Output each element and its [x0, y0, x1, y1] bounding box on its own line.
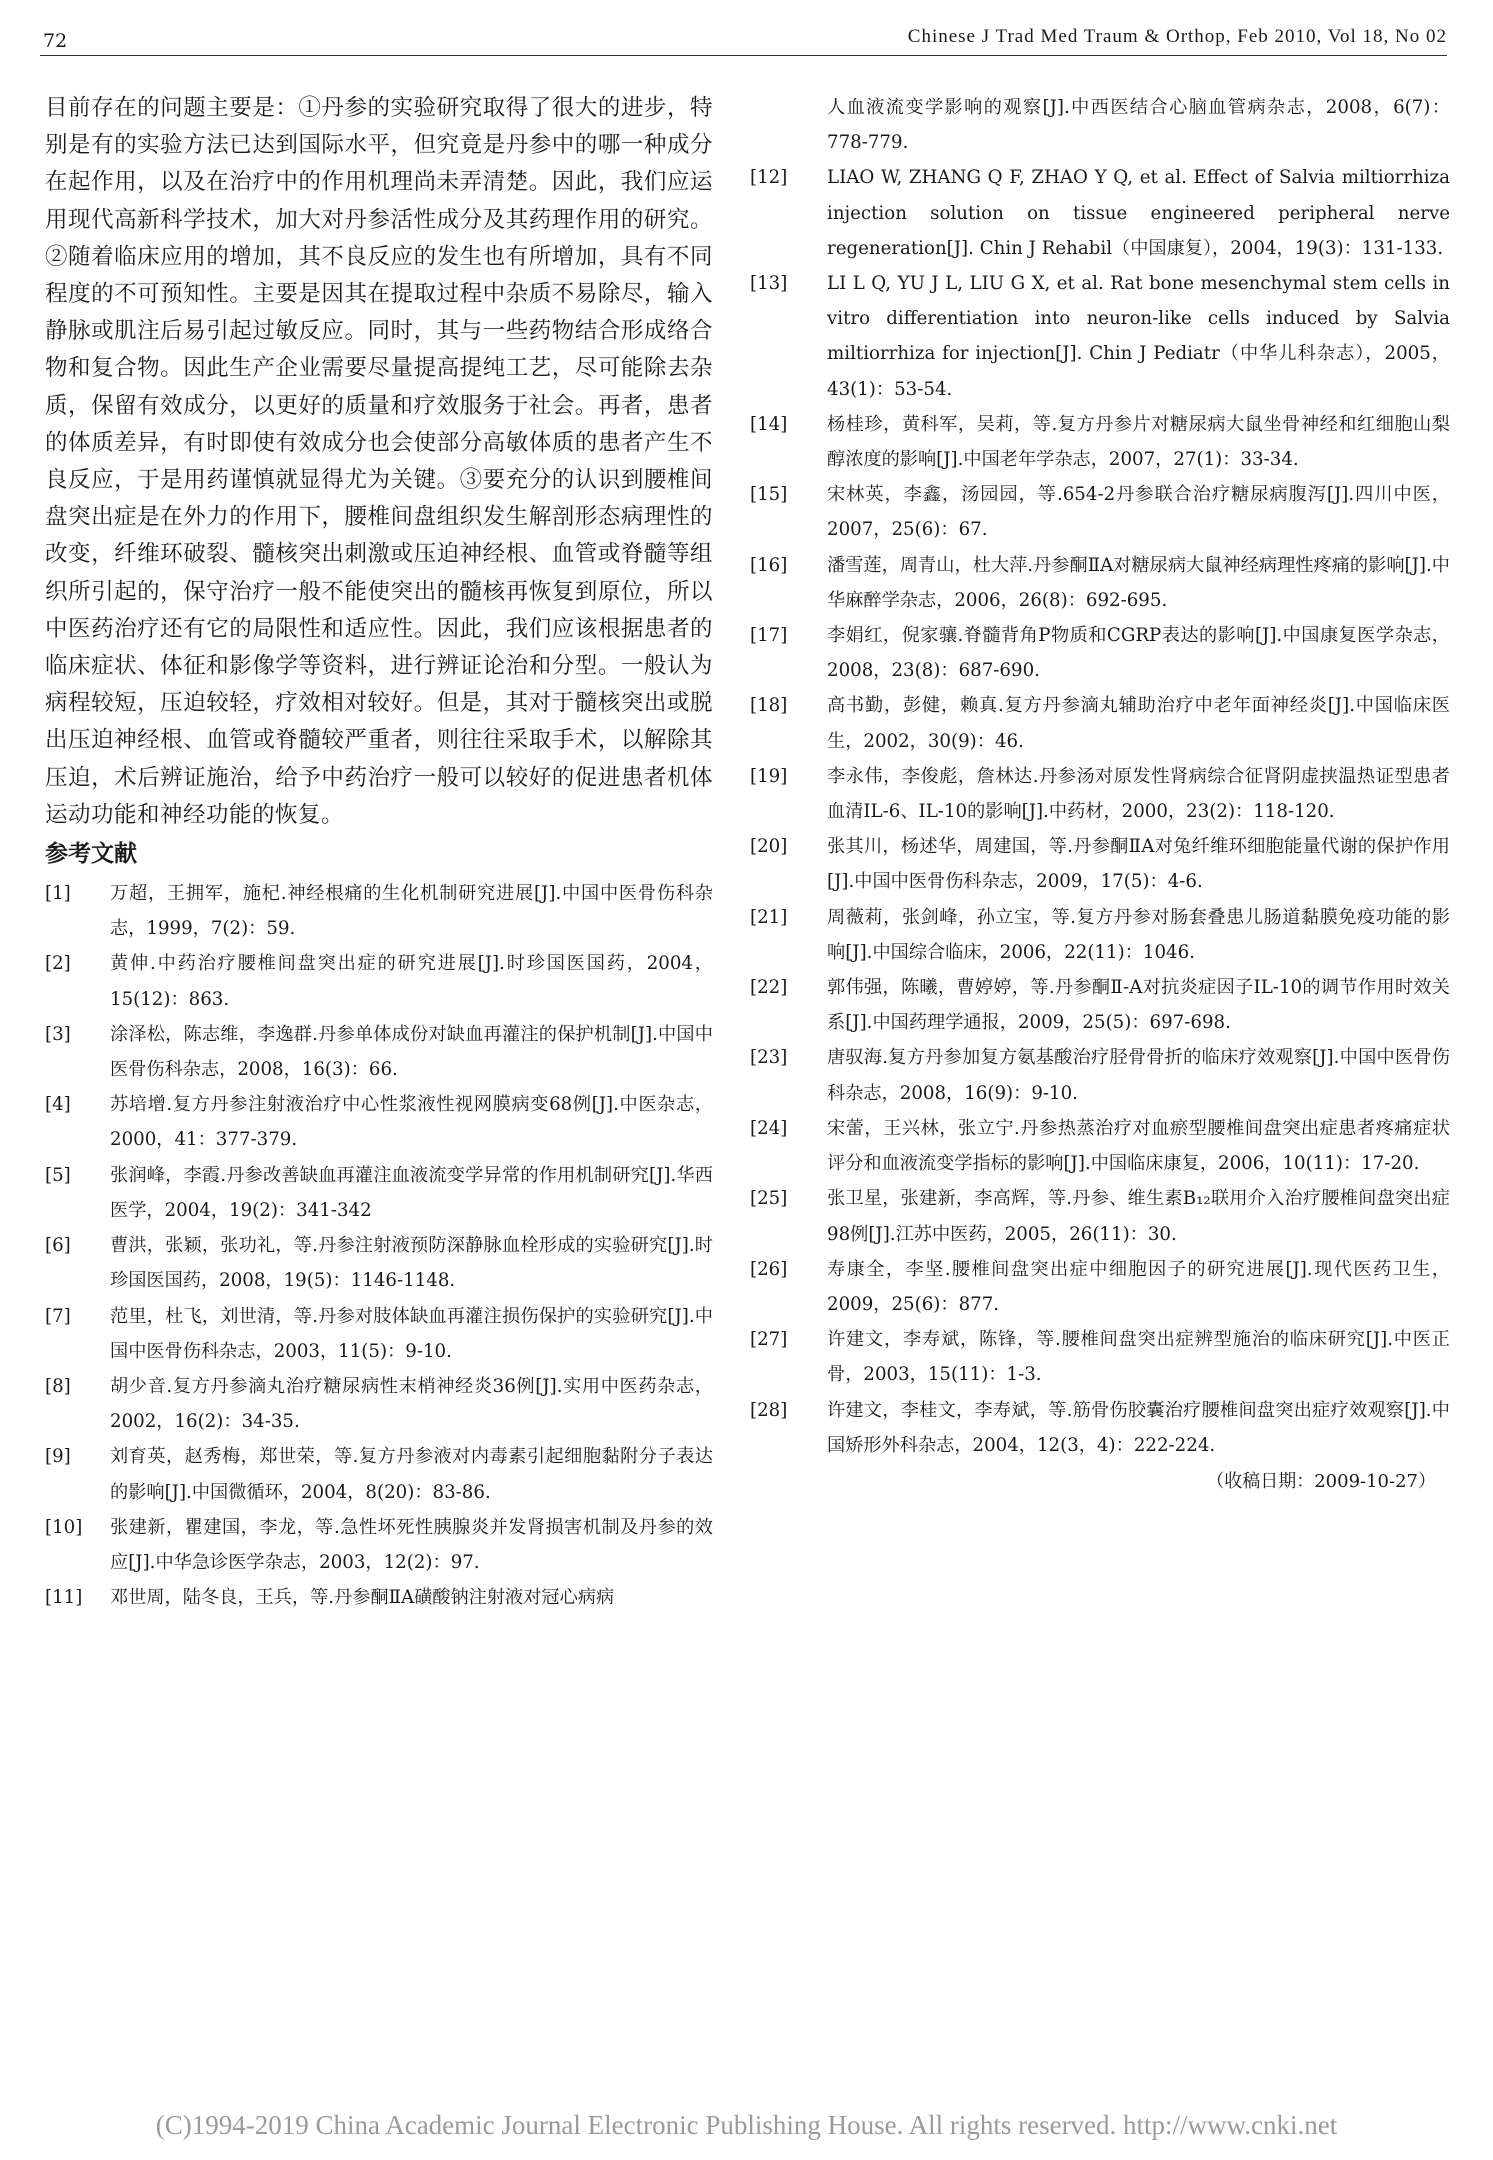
reference-number: [23]: [750, 1047, 788, 1069]
reference-item: [750, 90, 1450, 160]
reference-number: [7]: [45, 1305, 71, 1327]
reference-number: [17]: [750, 625, 788, 647]
reference-number: [20]: [750, 836, 788, 858]
reference-number: [6]: [45, 1235, 71, 1257]
reference-item: [750, 266, 1450, 407]
reference-text: 高书勤，彭健，赖真.复方丹参滴丸辅助治疗中老年面神经炎[J].中国临床医生，2002，30(9)：46.: [827, 695, 1450, 752]
reference-item: [750, 1393, 1450, 1463]
reference-item: [45, 1299, 713, 1369]
reference-number: [1]: [45, 883, 71, 905]
reference-number: [18]: [750, 695, 788, 717]
reference-text: 刘育英，赵秀梅，郑世荣，等.复方丹参液对内毒素引起细胞黏附分子表达的影响[J].中国微循环，2004，8(20)：83-86.: [110, 1446, 713, 1503]
reference-number: [22]: [750, 977, 788, 999]
reference-item: [45, 1369, 713, 1439]
reference-item: [750, 759, 1450, 829]
reference-text: 唐驭海.复方丹参加复方氨基酸治疗胫骨骨折的临床疗效观察[J].中国中医骨伤科杂志，2008，16(9)：9-10.: [827, 1047, 1450, 1104]
right-column: [750, 90, 1450, 1493]
reference-item: [750, 407, 1450, 477]
reference-number: [12]: [750, 167, 788, 189]
reference-item: [45, 876, 713, 946]
reference-text: 万超，王拥军，施杞.神经根痛的生化机制研究进展[J].中国中医骨伤科杂志，1999，7(2)：59.: [110, 883, 713, 940]
reference-number: [16]: [750, 554, 788, 576]
left-column: [45, 90, 713, 1615]
reference-text: LIAO W, ZHANG Q F, ZHAO Y Q, et al. Effect of Salvia miltiorrhiza injection solution on tissue engineered peripheral nerve regeneration[J]. Chin J Rehabil（中国康复），2004，19(3)：131-133.: [827, 167, 1450, 259]
reference-number: [21]: [750, 906, 788, 928]
reference-text: 许建文，李寿斌，陈锋，等.腰椎间盘突出症辨型施治的临床研究[J].中医正骨，2003，15(11)：1-3.: [827, 1329, 1450, 1386]
references-list-left: [45, 876, 713, 1615]
reference-number: [8]: [45, 1375, 71, 1397]
reference-item: [45, 1510, 713, 1580]
reference-item: [45, 1087, 713, 1157]
reference-item: [750, 688, 1450, 758]
reference-text: 人血液流变学影响的观察[J].中西医结合心脑血管病杂志，2008，6(7)：778-779.: [827, 97, 1450, 154]
header-rule: [40, 55, 1447, 56]
reference-item: [750, 1111, 1450, 1181]
reference-text: 寿康全，李坚.腰椎间盘突出症中细胞因子的研究进展[J].现代医药卫生，2009，25(6)：877.: [827, 1258, 1450, 1315]
reference-text: 张其川，杨述华，周建国，等.丹参酮ⅡA对兔纤维环细胞能量代谢的保护作用[J].中国中医骨伤科杂志，2009，17(5)：4-6.: [827, 836, 1450, 893]
reference-number: [5]: [45, 1164, 71, 1186]
reference-text: 杨桂珍，黄科军，吴莉，等.复方丹参片对糖尿病大鼠坐骨神经和红细胞山梨醇浓度的影响[J].中国老年学杂志，2007，27(1)：33-34.: [827, 413, 1450, 471]
reference-text: 李娟红，倪家骧.脊髓背角P物质和CGRP表达的影响[J].中国康复医学杂志，2008，23(8)：687-690.: [827, 625, 1450, 682]
reference-text: 苏培增.复方丹参注射液治疗中心性浆液性视网膜病变68例[J].中医杂志，2000，41：377-379.: [110, 1094, 713, 1151]
reference-number: [25]: [750, 1188, 788, 1210]
reference-number: [28]: [750, 1399, 788, 1421]
reference-number: [3]: [45, 1023, 71, 1045]
reference-item: [45, 1580, 713, 1615]
reference-item: [750, 1252, 1450, 1322]
reference-text: 范里，杜飞，刘世清，等.丹参对肢体缺血再灌注损伤保护的实验研究[J].中国中医骨伤科杂志，2003，11(5)：9-10.: [110, 1305, 713, 1362]
reference-item: [750, 548, 1450, 618]
reference-number: [24]: [750, 1117, 788, 1139]
reference-text: 宋蕾，王兴林，张立宁.丹参热蒸治疗对血瘀型腰椎间盘突出症患者疼痛症状评分和血液流变学指标的影响[J].中国临床康复，2006，10(11)：17-20.: [827, 1117, 1450, 1175]
reference-item: [750, 829, 1450, 899]
reference-item: [45, 1439, 713, 1509]
reference-text: 李永伟，李俊彪，詹林达.丹参汤对原发性肾病综合征肾阴虚挟温热证型患者血清IL-6、IL-10的影响[J].中药材，2000，23(2)：118-120.: [827, 765, 1450, 823]
reference-text: 许建文，李桂文，李寿斌，等.筋骨伤胶囊治疗腰椎间盘突出症疗效观察[J].中国矫形外科杂志，2004，12(3，4)：222-224.: [827, 1399, 1450, 1456]
reference-number: [14]: [750, 413, 788, 435]
reference-number: [27]: [750, 1329, 788, 1351]
reference-item: [45, 1017, 713, 1087]
reference-text: 邓世周，陆冬良，王兵，等.丹参酮ⅡA磺酸钠注射液对冠心病病: [110, 1587, 615, 1609]
reference-number: [26]: [750, 1258, 788, 1280]
reference-item: [45, 1158, 713, 1228]
reference-number: [19]: [750, 765, 788, 787]
reference-number: [15]: [750, 484, 788, 506]
reference-text: 宋林英，李鑫，汤园园，等.654-2丹参联合治疗糖尿病腹泻[J].四川中医，2007，25(6)：67.: [827, 484, 1450, 541]
reference-number: [9]: [45, 1446, 71, 1468]
references-heading: 参考文献: [45, 841, 137, 868]
reference-item: [750, 1040, 1450, 1110]
reference-item: [45, 1228, 713, 1298]
reference-text: 周薇莉，张剑峰，孙立宝，等.复方丹参对肠套叠患儿肠道黏膜免疫功能的影响[J].中国综合临床，2006，22(11)：1046.: [827, 906, 1450, 963]
reference-text: 胡少音.复方丹参滴丸治疗糖尿病性末梢神经炎36例[J].实用中医药杂志，2002，16(2)：34-35.: [110, 1375, 713, 1433]
reference-item: [45, 946, 713, 1016]
reference-item: [750, 618, 1450, 688]
reference-text: 张卫星，张建新，李高辉，等.丹参、维生素B₁₂联用介入治疗腰椎间盘突出症98例[J].江苏中医药，2005，26(11)：30.: [827, 1188, 1450, 1245]
reference-number: [11]: [45, 1587, 83, 1609]
reference-text: 潘雪莲，周青山，杜大萍.丹参酮ⅡA对糖尿病大鼠神经病理性疼痛的影响[J].中华麻醉学杂志，2006，26(8)：692-695.: [827, 554, 1450, 611]
copyright-footer: (C)1994-2019 China Academic Journal Electronic Publishing House. All rights reserved. http://www.cnki.net: [155, 2110, 1338, 2140]
references-list-right: [750, 90, 1450, 1463]
reference-item: [750, 900, 1450, 970]
reference-number: [10]: [45, 1516, 83, 1538]
reference-number: [13]: [750, 273, 788, 295]
received-date: （收稿日期：2009-10-27）: [1206, 1470, 1436, 1492]
reference-text: 郭伟强，陈曦，曹婷婷，等.丹参酮Ⅱ-A对抗炎症因子IL-10的调节作用时效关系[J].中国药理学通报，2009，25(5)：697-698.: [827, 977, 1450, 1034]
reference-text: 张建新，瞿建国，李龙，等.急性坏死性胰腺炎并发肾损害机制及丹参的效应[J].中华急诊医学杂志，2003，12(2)：97.: [110, 1516, 713, 1573]
reference-text: 曹洪，张颖，张功礼，等.丹参注射液预防深静脉血栓形成的实验研究[J].时珍国医国药，2008，19(5)：1146-1148.: [110, 1235, 713, 1292]
reference-item: [750, 1322, 1450, 1392]
reference-text: LI L Q, YU J L, LIU G X, et al. Rat bone mesenchymal stem cells in vitro differentiation into neuron-like cells induced by Salvia miltiorrhiza for injection[J]. Chin J Pediatr（中华儿科杂志），2005，43(1)：53-54.: [827, 273, 1450, 400]
reference-item: [750, 160, 1450, 266]
running-header: Chinese J Trad Med Traum & Orthop, Feb 2010, Vol 18, No 02: [907, 26, 1447, 47]
reference-number: [2]: [45, 953, 71, 975]
reference-item: [750, 477, 1450, 547]
reference-text: 涂泽松，陈志维，李逸群.丹参单体成份对缺血再灌注的保护机制[J].中国中医骨伤科杂志，2008，16(3)：66.: [110, 1023, 713, 1081]
reference-number: [4]: [45, 1094, 71, 1116]
reference-text: 黄伸.中药治疗腰椎间盘突出症的研究进展[J].时珍国医国药，2004，15(12)：863.: [110, 953, 713, 1010]
body-paragraph: 目前存在的问题主要是：①丹参的实验研究取得了很大的进步，特别是有的实验方法已达到国际水平，但究竟是丹参中的哪一种成分在起作用，以及在治疗中的作用机理尚未弄清楚。因此，我们应运用现代高新科学技术，加大对丹参活性成分及其药理作用的研究。②随着临床应用的增加，其不良反应的发生也有所增加，具有不同程度的不可预知性。主要是因其在提取过程中杂质不易除尽，输入静脉或肌注后易引起过敏反应。同时，其与一些药物结合形成络合物和复合物。因此生产企业需要尽量提高提纯工艺，尽可能除去杂质，保留有效成分，以更好的质量和疗效服务于社会。再者，患者的体质差异，有时即使有效成分也会使部分高敏体质的患者产生不良反应，于是用药谨慎就显得尤为关键。③要充分的认识到腰椎间盘突出症是在外力的作用下，腰椎间盘组织发生解剖形态病理性的改变，纤维环破裂、髓核突出刺激或压迫神经根、血管或脊髓等组织所引起的，保守治疗一般不能使突出的髓核再恢复到原位，所以中医药治疗还有它的局限性和适应性。因此，我们应该根据患者的临床症状、体征和影像学等资料，进行辨证论治和分型。一般认为病程较短，压迫较轻，疗效相对较好。但是，其对于髓核突出或脱出压迫神经根、血管或脊髓较严重者，则往往采取手术，以解除其压迫，术后辨证施治，给予中药治疗一般可以较好的促进患者机体运动功能和神经功能的恢复。: [45, 95, 713, 828]
reference-item: [750, 1181, 1450, 1251]
reference-text: 张润峰，李霞.丹参改善缺血再灌注血液流变学异常的作用机制研究[J].华西医学，2004，19(2)：341-342: [110, 1164, 713, 1221]
reference-item: [750, 970, 1450, 1040]
page-number: 72: [43, 30, 68, 52]
